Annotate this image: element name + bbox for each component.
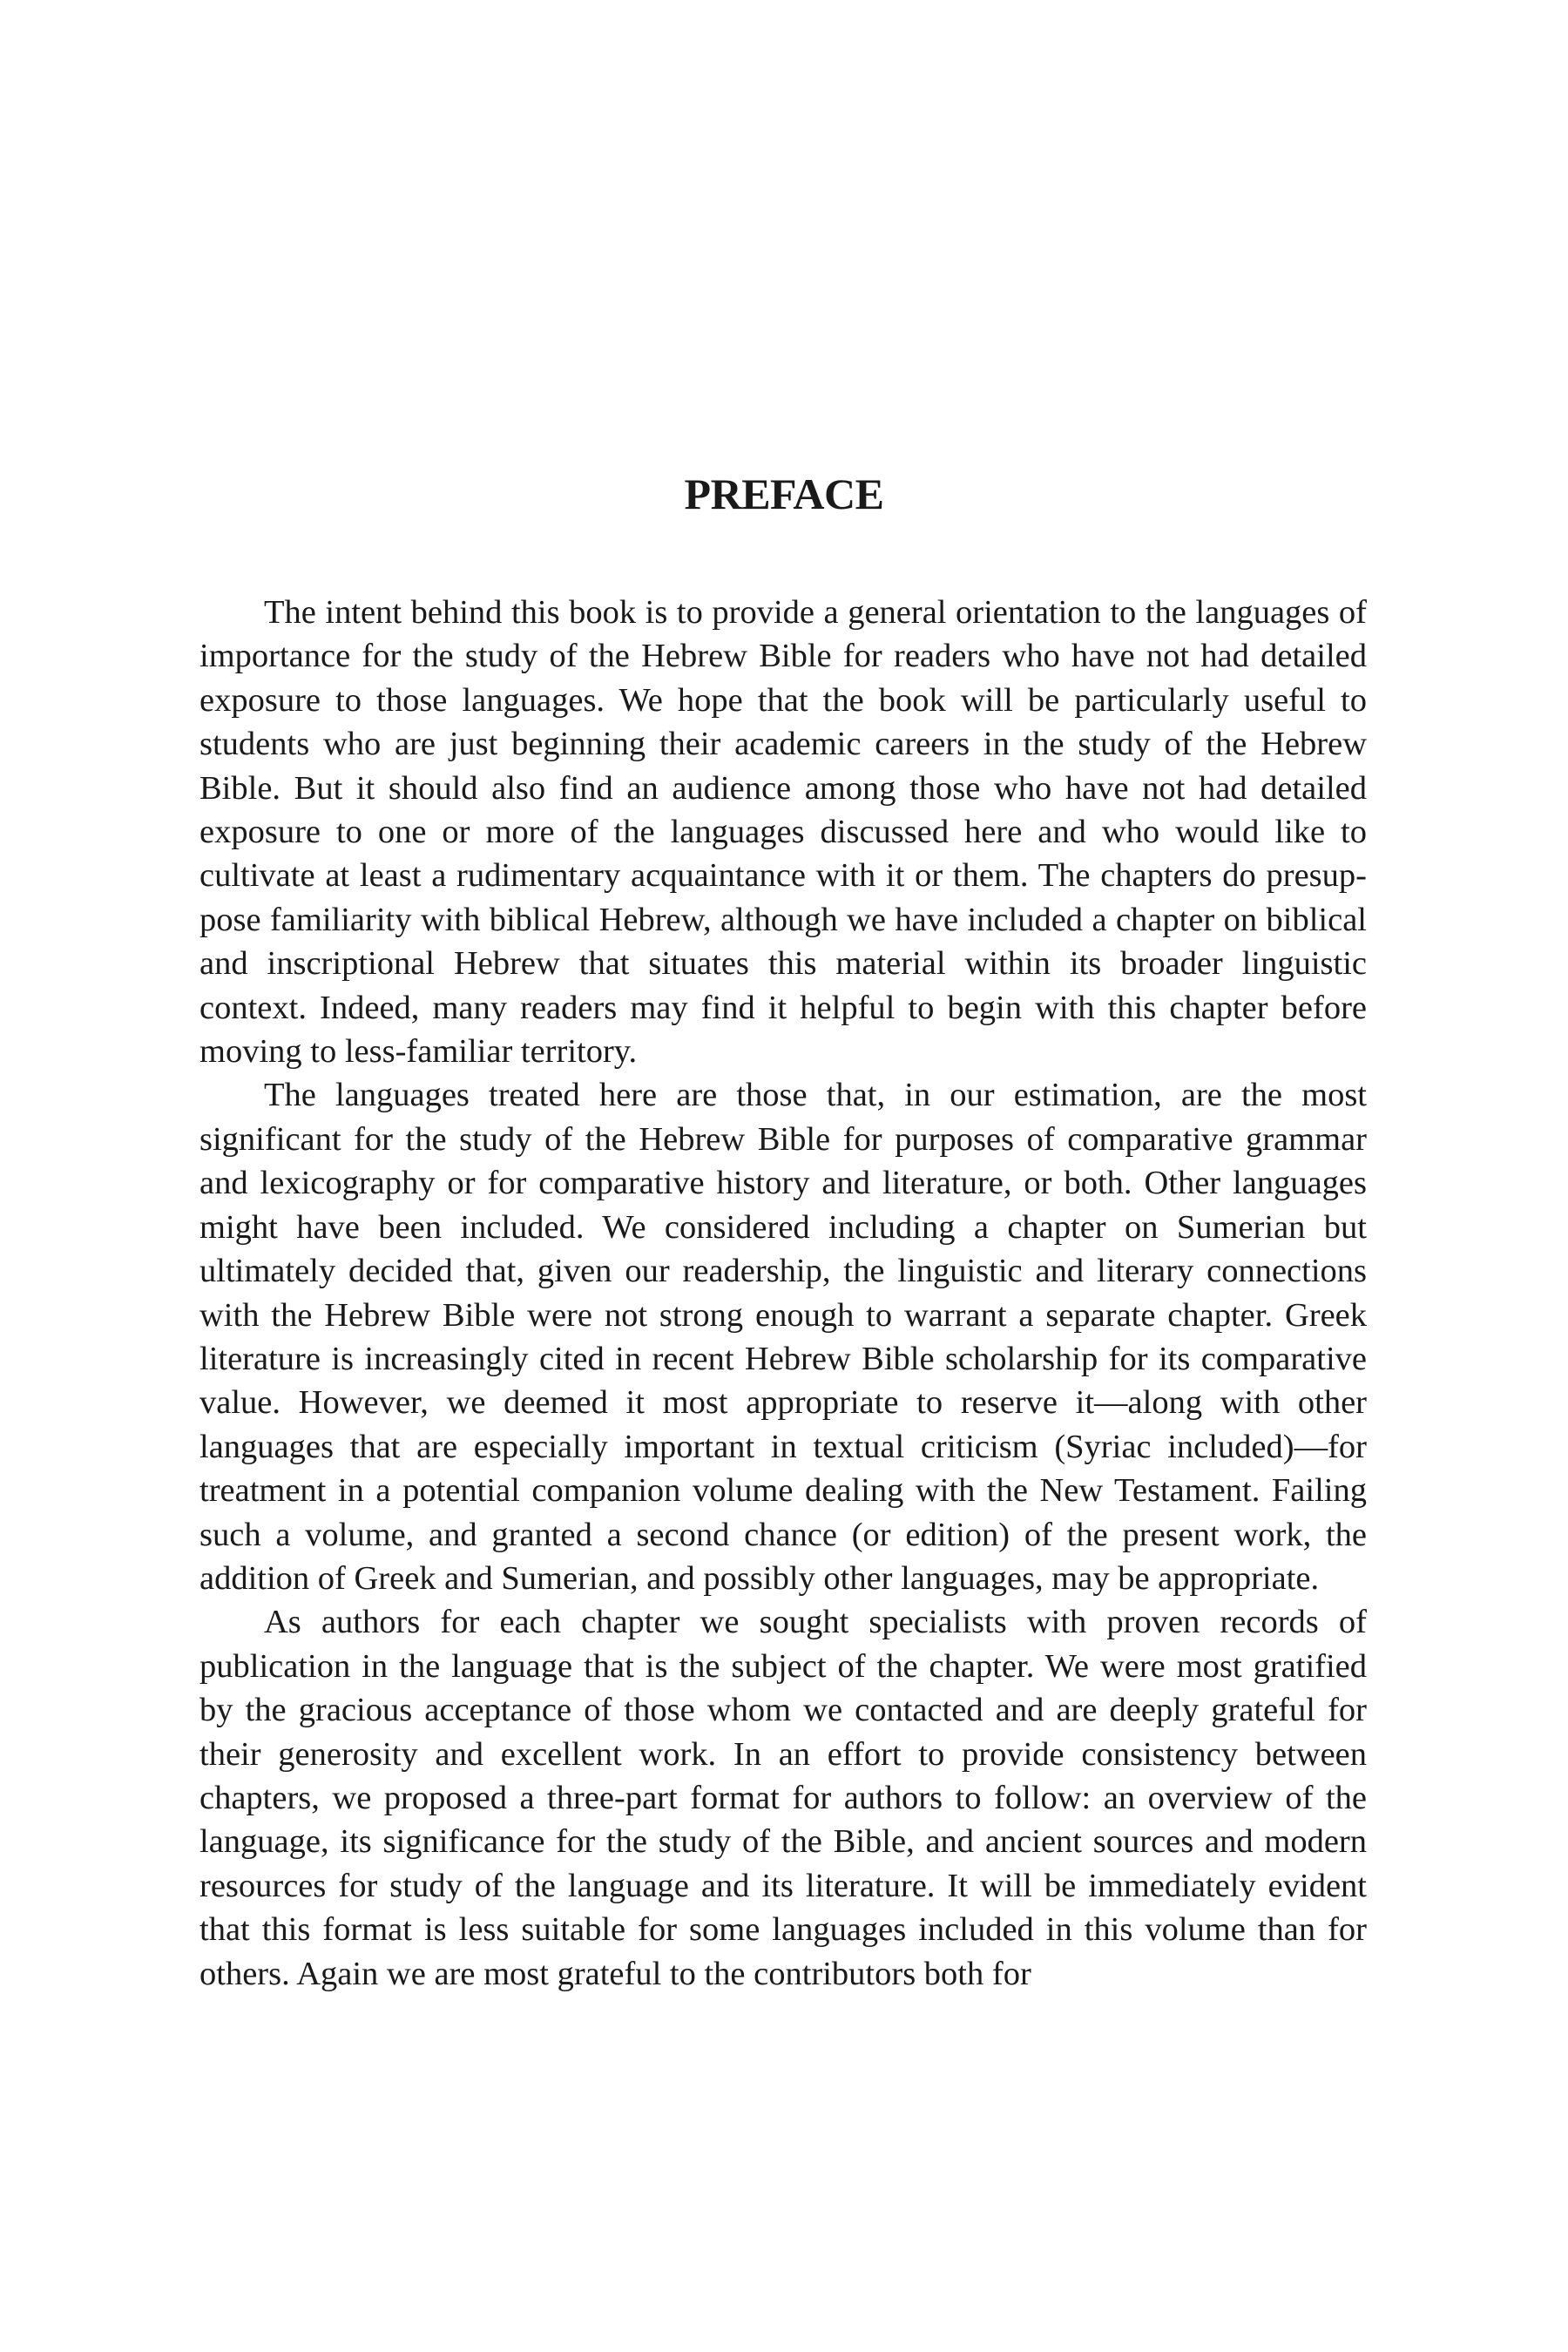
paragraph-2: The languages treated here are those that, in our estimation, are the most significant for the study of the Hebrew Bible for purposes of comparative grammar and lexicography or for comparative history and literature, or both. Other languages might have been included. We considered including a chapter on Sumerian but ultimately decided that, given our readership, the linguistic and literary connections with the Hebrew Bible were not strong enough to warrant a separate chapter. Greek literature is increasingly cited in recent Hebrew Bible scholarship for its comparative value. However, we deemed it most appropriate to reserve it—along with other languages that are especially important in textual criticism (Syriac included)—for treatment in a potential companion volume dealing with the New Testament. Failing such a volume, and granted a second chance (or edition) of the present work, the addition of Greek and Sumerian, and possibly other languages, may be appropriate.: [199, 1077, 1367, 1597]
preface-body: [199, 591, 1367, 1996]
paragraph-1: The intent behind this book is to provide a general orientation to the languages of importance for the study of the Hebrew Bible for readers who have not had detailed exposure to those languages. We hope that the book will be particularly useful to students who are just beginning their academic careers in the study of the Hebrew Bible. But it should also find an audience among those who have not had detailed exposure to one or more of the languages discussed here and who would like to cultivate at least a rudimentary acquaintance with it or them. The chapters do presuppose familiarity with biblical Hebrew, although we have included a chapter on biblical and inscriptional Hebrew that situates this material within its broader linguistic context. Indeed, many readers may find it helpful to begin with this chapter before moving to less-familiar territory.: [199, 594, 1367, 1071]
paragraph-3: As authors for each chapter we sought specialists with proven records of publication in the language that is the subject of the chapter. We were most gratified by the gracious acceptance of those whom we contacted and are deeply grateful for their generosity and excellent work. In an effort to provide consistency between chapters, we proposed a three-part format for authors to follow: an overview of the language, its significance for the study of the Bible, and ancient sources and modern resources for study of the language and its literature. It will be immediately evident that this format is less suitable for some languages included in this volume than for others. Again we are most grateful to the contributors both for: [199, 1604, 1367, 1992]
page-title: PREFACE: [684, 470, 884, 518]
